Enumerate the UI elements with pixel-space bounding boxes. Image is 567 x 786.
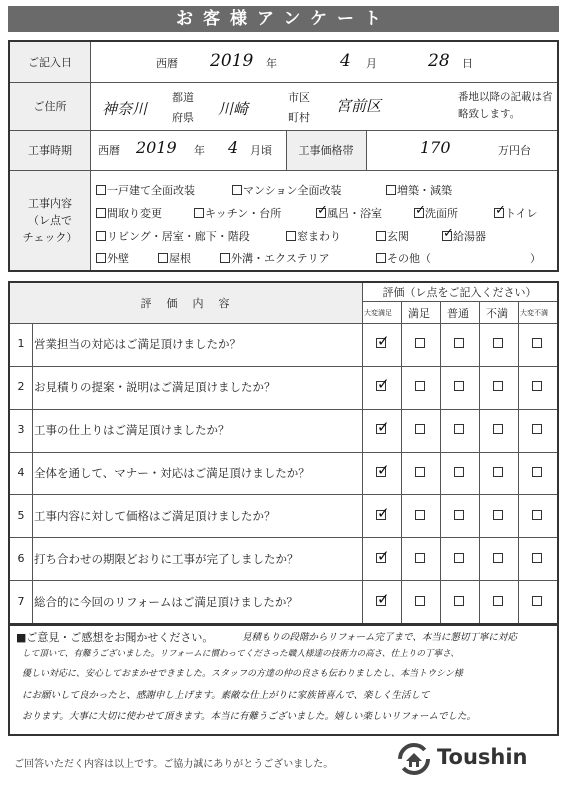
- work-item[interactable]: 増築・減築: [386, 182, 452, 198]
- evaluation-table: [8, 281, 559, 625]
- question-number: 3: [17, 423, 25, 437]
- work-item[interactable]: 窓まわり: [286, 228, 341, 244]
- period-era: 西暦: [98, 144, 120, 157]
- checkbox[interactable]: [158, 253, 168, 263]
- period-year-unit: 年: [194, 144, 205, 157]
- date-month-unit: 月: [366, 57, 377, 70]
- price-value[interactable]: 170: [420, 138, 451, 157]
- page-title: お客様アンケート: [8, 6, 559, 32]
- checkbox[interactable]: [376, 253, 386, 263]
- address-town-unit: 町村: [288, 111, 310, 124]
- work-item[interactable]: ✓ 給湯器: [442, 228, 486, 244]
- comment-line: おります。大事に大切に使わせて頂きます。本当に有難うございました。嬉しい楽しいリフォームでした。: [22, 711, 477, 722]
- rating-checkbox[interactable]: [532, 338, 542, 348]
- price-label: 工事価格帯: [286, 130, 366, 170]
- work-item[interactable]: 屋根: [158, 250, 191, 266]
- date-year-unit: 年: [266, 57, 277, 70]
- question-text: 工事の仕上りはご満足頂けましたか？: [34, 423, 230, 438]
- date-year-value[interactable]: 2019: [210, 51, 254, 71]
- rating-checkbox[interactable]: [532, 381, 542, 391]
- address-pref-unit2: 府県: [172, 111, 194, 124]
- address-label: ご住所: [10, 82, 90, 130]
- rating-checkbox[interactable]: [532, 424, 542, 434]
- checkbox[interactable]: [96, 208, 106, 218]
- work-label: [10, 170, 90, 270]
- question-number: 5: [17, 508, 25, 522]
- rating-checkbox[interactable]: [532, 596, 542, 606]
- period-label: 工事時期: [10, 130, 90, 170]
- checkbox[interactable]: [96, 231, 106, 241]
- address-pref-unit: 都道: [172, 91, 194, 104]
- question-text: 全体を通して、マナー・対応はご満足頂けましたか？: [34, 466, 310, 480]
- rating-checkbox[interactable]: [376, 338, 386, 348]
- date-era: 西暦: [156, 57, 178, 70]
- checkbox[interactable]: [220, 253, 230, 263]
- date-label: ご記入日: [10, 42, 90, 82]
- checkbox[interactable]: [386, 185, 396, 195]
- date-day-unit: 日: [462, 57, 473, 70]
- rating-checkbox[interactable]: [493, 467, 503, 477]
- house-recycle-icon: [397, 742, 431, 776]
- evaluation-header-content: 評 価 内 容: [10, 283, 362, 323]
- work-item[interactable]: 外溝・エクステリア: [220, 250, 330, 266]
- address-town-value[interactable]: 宮前区: [336, 97, 382, 115]
- price-unit: 万円台: [498, 144, 531, 157]
- address-pref-value[interactable]: 神奈川: [102, 100, 148, 118]
- checkbox[interactable]: [96, 253, 106, 263]
- column-neutral: 普通: [447, 307, 469, 320]
- comments-prompt: ■ご意見・ご感想をお聞かせください。: [16, 631, 214, 644]
- rating-checkbox[interactable]: [376, 381, 386, 391]
- brand-logo: [397, 741, 557, 777]
- date-day-value[interactable]: 28: [428, 51, 450, 71]
- question-text: 打ち合わせの期限どおりに工事が完了しましたか？: [34, 551, 299, 566]
- question-text: 総合的に今回のリフォームはご満足頂けましたか？: [34, 594, 298, 609]
- rating-checkbox[interactable]: [493, 510, 503, 520]
- rating-checkbox[interactable]: [415, 424, 425, 434]
- rating-checkbox[interactable]: [454, 338, 464, 348]
- column-satisfied: 満足: [408, 307, 430, 320]
- checkbox[interactable]: [494, 208, 504, 218]
- rating-checkbox[interactable]: [454, 510, 464, 520]
- column-dissatisfied: 不満: [486, 307, 508, 320]
- brand-name: Toushin: [437, 745, 528, 769]
- address-city-unit: 市区: [288, 91, 310, 104]
- rating-checkbox[interactable]: [493, 596, 503, 606]
- work-item[interactable]: キッチン・台所: [194, 205, 281, 221]
- evaluation-header-rating: 評価（レ点をご記入ください）: [362, 283, 557, 301]
- rating-checkbox[interactable]: [376, 596, 386, 606]
- checkbox[interactable]: [286, 231, 296, 241]
- work-item[interactable]: 間取り変更: [96, 205, 162, 221]
- rating-checkbox[interactable]: [454, 467, 464, 477]
- work-item[interactable]: リビング・居室・廊下・階段: [96, 228, 250, 244]
- rating-checkbox[interactable]: [493, 424, 503, 434]
- rating-checkbox[interactable]: [415, 596, 425, 606]
- checkbox[interactable]: [376, 231, 386, 241]
- work-item[interactable]: 玄関: [376, 228, 409, 244]
- comment-line: して頂いて、有難うございました。リフォームに慣わってくださった職人様達の技術力の高さ、仕上りの丁寧さ、: [22, 649, 459, 659]
- work-item[interactable]: ✓ トイレ: [494, 205, 537, 221]
- work-label-line3: チェック）: [22, 230, 78, 244]
- period-month-value[interactable]: 4: [228, 138, 239, 157]
- work-item[interactable]: 外壁: [96, 250, 129, 266]
- work-item[interactable]: その他（ ）: [376, 250, 541, 266]
- comment-line: 優しい対応に、安心しておまかせできました。スタッフの方達の仲の良さも伝わりましたし、本当トウシン様: [22, 669, 463, 679]
- rating-checkbox[interactable]: [532, 467, 542, 477]
- rating-checkbox[interactable]: [532, 510, 542, 520]
- work-item[interactable]: 一戸建て全面改装: [96, 182, 195, 198]
- checkbox[interactable]: [442, 231, 452, 241]
- rating-checkbox[interactable]: [493, 338, 503, 348]
- checkbox[interactable]: [96, 185, 106, 195]
- rating-checkbox[interactable]: [376, 510, 386, 520]
- address-city-value[interactable]: 川崎: [218, 100, 249, 118]
- checkbox[interactable]: [232, 185, 242, 195]
- question-number: 4: [17, 466, 25, 479]
- work-item[interactable]: マンション全面改装: [232, 182, 342, 198]
- question-text: お見積りの提案・説明はご満足頂けましたか？: [34, 380, 276, 395]
- checkbox[interactable]: [194, 208, 204, 218]
- date-month-value[interactable]: 4: [340, 51, 351, 71]
- rating-checkbox[interactable]: [454, 553, 464, 563]
- rating-checkbox[interactable]: [532, 553, 542, 563]
- rating-checkbox[interactable]: [376, 424, 386, 434]
- rating-checkbox[interactable]: [376, 467, 386, 477]
- rating-checkbox[interactable]: [493, 381, 503, 391]
- column-very-dissatisfied: 大変不満: [520, 309, 548, 317]
- info-table: [8, 40, 559, 272]
- period-year-value[interactable]: 2019: [136, 138, 177, 157]
- column-very-satisfied: 大変満足: [364, 309, 392, 317]
- work-label-line2: （レ点で: [28, 213, 72, 227]
- question-text: 営業担当の対応はご満足頂けましたか？: [34, 337, 241, 352]
- work-item[interactable]: ✓ 風呂・浴室: [316, 205, 382, 221]
- checkbox[interactable]: [414, 208, 424, 218]
- question-number: 7: [17, 594, 25, 608]
- rating-checkbox[interactable]: [493, 553, 503, 563]
- question-number: 2: [17, 380, 25, 394]
- work-item[interactable]: ✓ 洗面所: [414, 205, 458, 221]
- period-month-unit: 月頃: [250, 144, 272, 157]
- rating-checkbox[interactable]: [415, 338, 425, 348]
- rating-checkbox[interactable]: [415, 467, 425, 477]
- rating-checkbox[interactable]: [415, 381, 425, 391]
- question-number: 6: [17, 551, 25, 565]
- address-note: 番地以降の記載は省略致します。: [458, 91, 553, 120]
- comment-line: にお願いして良かったと、感謝申し上げます。素敵な仕上がりに家族皆喜んで、楽しく生活して: [22, 690, 430, 701]
- rating-checkbox[interactable]: [376, 553, 386, 563]
- rating-checkbox[interactable]: [454, 596, 464, 606]
- question-text: 工事内容に対して価格はご満足頂けましたか？: [34, 508, 276, 523]
- rating-checkbox[interactable]: [415, 510, 425, 520]
- rating-checkbox[interactable]: [454, 424, 464, 434]
- footer-note: ご回答いただく内容は以上です。ご協力誠にありがとうございました。: [14, 759, 334, 770]
- comment-line: 見積もりの段階からリフォーム完了まで、本当に懇切丁寧に対応: [242, 632, 517, 643]
- rating-checkbox[interactable]: [415, 553, 425, 563]
- question-number: 1: [17, 337, 25, 351]
- comments-box: [8, 624, 559, 736]
- checkbox[interactable]: [316, 208, 326, 218]
- work-label-line1: 工事内容: [28, 196, 72, 210]
- rating-checkbox[interactable]: [454, 381, 464, 391]
